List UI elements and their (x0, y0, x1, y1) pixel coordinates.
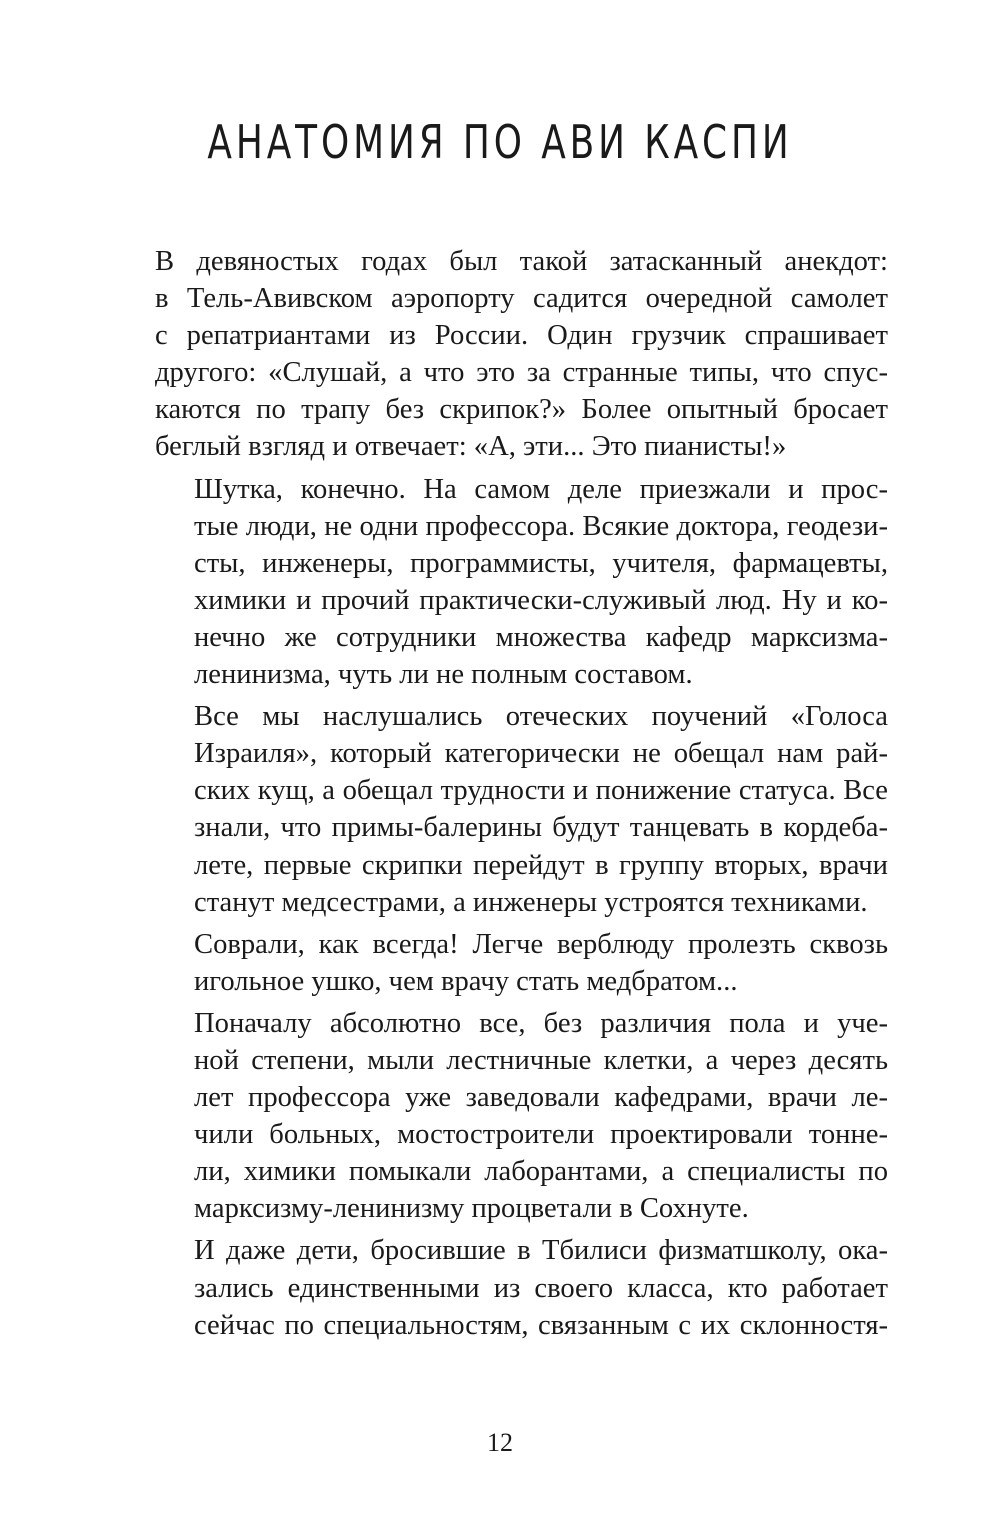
text-line: Соврали, как всегда! Легче верблюду пролезть сквозь (194, 928, 888, 960)
text-line: Поначалу абсолютно все, без различия пола и уче- (194, 1007, 888, 1039)
paragraph-3 (155, 698, 888, 921)
text-line: ленинизма, чуть ли не полным составом. (194, 659, 693, 691)
text-line: Все мы наслушались отеческих поучений «Голоса (194, 701, 888, 733)
text-line: химики и прочий практически-служивый люд. Ну и ко- (194, 584, 888, 616)
paragraph-1 (155, 243, 888, 466)
text-line: марксизму-ленинизму процветали в Сохнуте. (194, 1193, 749, 1225)
body-text (155, 243, 888, 1349)
paragraph-4 (155, 926, 888, 1000)
text-line: Израиля», который категорически не обещал нам рай- (194, 738, 888, 770)
text-line: знали, что примы-балерины будут танцевать в кордеба- (194, 812, 888, 844)
text-line: чили больных, мостостроители проектировали тонне- (194, 1119, 888, 1151)
text-line: нечно же сотрудники множества кафедр марксизма- (194, 621, 888, 653)
text-line: сейчас по специальностям, связанным с их склонностя- (194, 1309, 888, 1341)
text-line: И даже дети, бросившие в Тбилиси физматшколу, ока- (194, 1235, 888, 1267)
page-number: 12 (487, 1428, 513, 1457)
text-line: с репатриантами из России. Один грузчик спрашивает (155, 320, 888, 352)
paragraph-2 (155, 471, 888, 694)
chapter-title: АНАТОМИЯ ПО АВИ КАСПИ (207, 115, 793, 169)
text-line: ских кущ, а обещал трудности и понижение статуса. Все (194, 775, 888, 807)
text-line: игольное ушко, чем врачу стать медбратом... (194, 965, 738, 997)
text-line: беглый взгляд и отвечает: «А, эти... Это пианисты!» (155, 431, 787, 463)
text-line: ли, химики помыкали лаборантами, а специалисты по (194, 1156, 888, 1188)
text-line: лет профессора уже заведовали кафедрами, врачи ле- (194, 1082, 888, 1114)
text-line: в Тель-Авивском аэропорту садится очередной самолет (155, 283, 888, 315)
paragraph-6 (155, 1232, 888, 1343)
text-line: каются по трапу без скрипок?» Более опытный бросает (155, 394, 888, 426)
text-line: зались единственными из своего класса, кто работает (194, 1272, 888, 1304)
text-line: станут медсестрами, а инженеры устроятся техниками. (194, 886, 868, 918)
text-line: ной степени, мыли лестничные клетки, а через десять (194, 1044, 888, 1076)
text-line: тые люди, не одни профессора. Всякие доктора, геодези- (194, 510, 888, 542)
text-line: В девяностых годах был такой затасканный анекдот: (155, 246, 888, 277)
text-line: сты, инженеры, программисты, учителя, фармацевты, (194, 547, 888, 579)
text-line: другого: «Слушай, а что это за странные типы, что спус- (155, 357, 888, 389)
text-line: Шутка, конечно. На самом деле приезжали и прос- (194, 473, 888, 505)
text-line: лете, первые скрипки перейдут в группу вторых, врачи (194, 849, 888, 881)
paragraph-5 (155, 1005, 888, 1228)
